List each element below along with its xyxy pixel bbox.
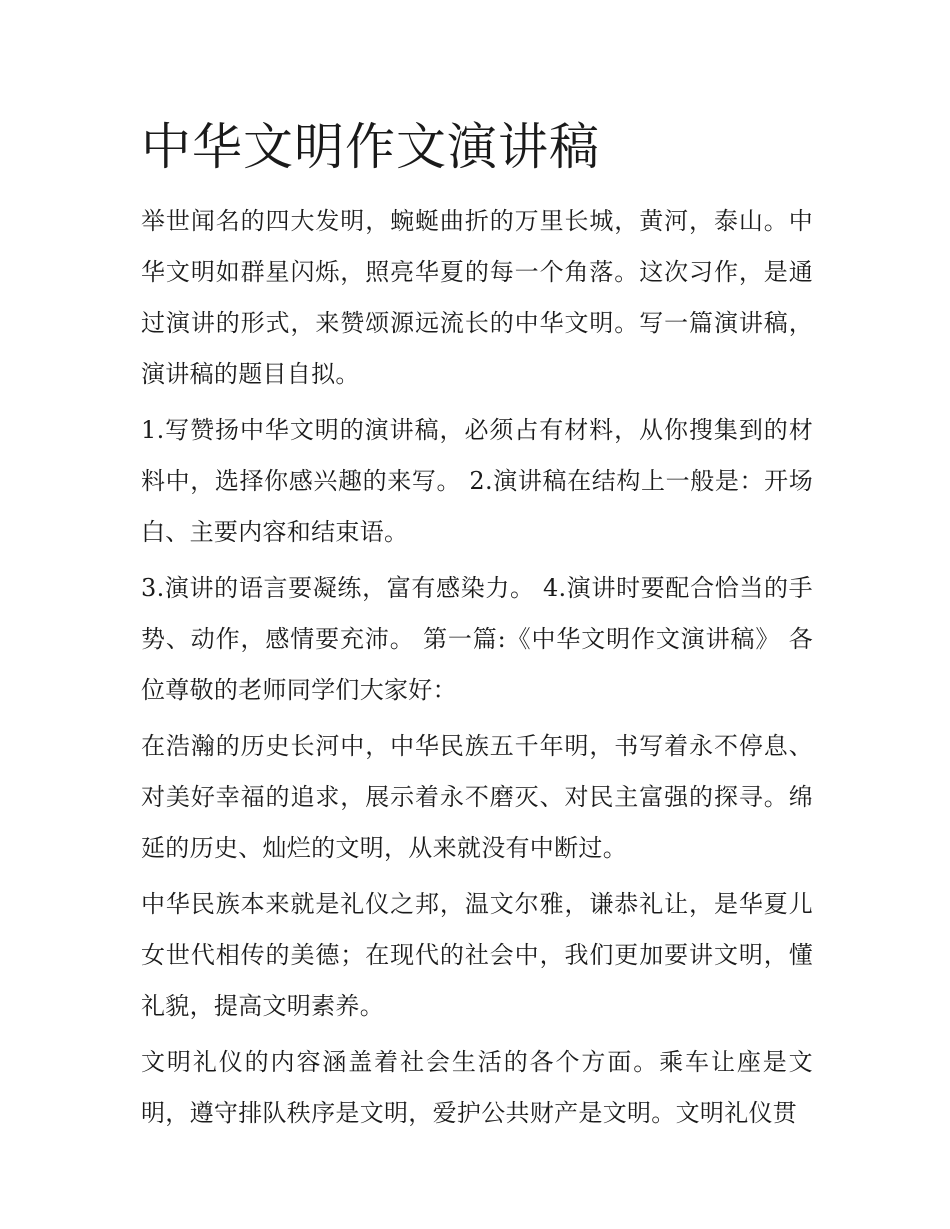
document-title: 中华文明作文演讲稿 bbox=[141, 118, 600, 176]
document-body bbox=[141, 112, 813, 1144]
paragraph-history: 在浩瀚的历史长河中，中华民族五千年明，书写着永不停息、对美好幸福的追求，展示着永不磨灭、对民主富强的探寻。绵延的历史、灿烂的文明，从来就没有中断过。 bbox=[141, 732, 813, 862]
paragraph-etiquette: 中华民族本来就是礼仪之邦，温文尔雅，谦恭礼让，是华夏儿女世代相传的美德；在现代的社会中，我们更加要讲文明，懂礼貌，提高文明素养。 bbox=[141, 890, 813, 1020]
paragraph-requirements-1-2: 1.写赞扬中华文明的演讲稿，必须占有材料，从你搜集到的材料中，选择你感兴趣的来写。 2.演讲稿在结构上一般是：开场白、主要内容和结束语。 bbox=[141, 416, 813, 546]
paragraph-civility: 文明礼仪的内容涵盖着社会生活的各个方面。乘车让座是文明，遵守排队秩序是文明，爱护公共财产是文明。文明礼仪贯 bbox=[141, 1048, 813, 1127]
paragraph-requirements-3-4: 3.演讲的语言要凝练，富有感染力。 4.演讲时要配合恰当的手势、动作，感情要充沛。 第一篇:《中华文明作文演讲稿》 各位尊敬的老师同学们大家好： bbox=[141, 574, 813, 704]
paragraph-intro: 举世闻名的四大发明，蜿蜒曲折的万里长城，黄河，泰山。中华文明如群星闪烁，照亮华夏的每一个角落。这次习作，是通过演讲的形式，来赞颂源远流长的中华文明。写一篇演讲稿，演讲稿的题目自拟。 bbox=[141, 207, 813, 388]
